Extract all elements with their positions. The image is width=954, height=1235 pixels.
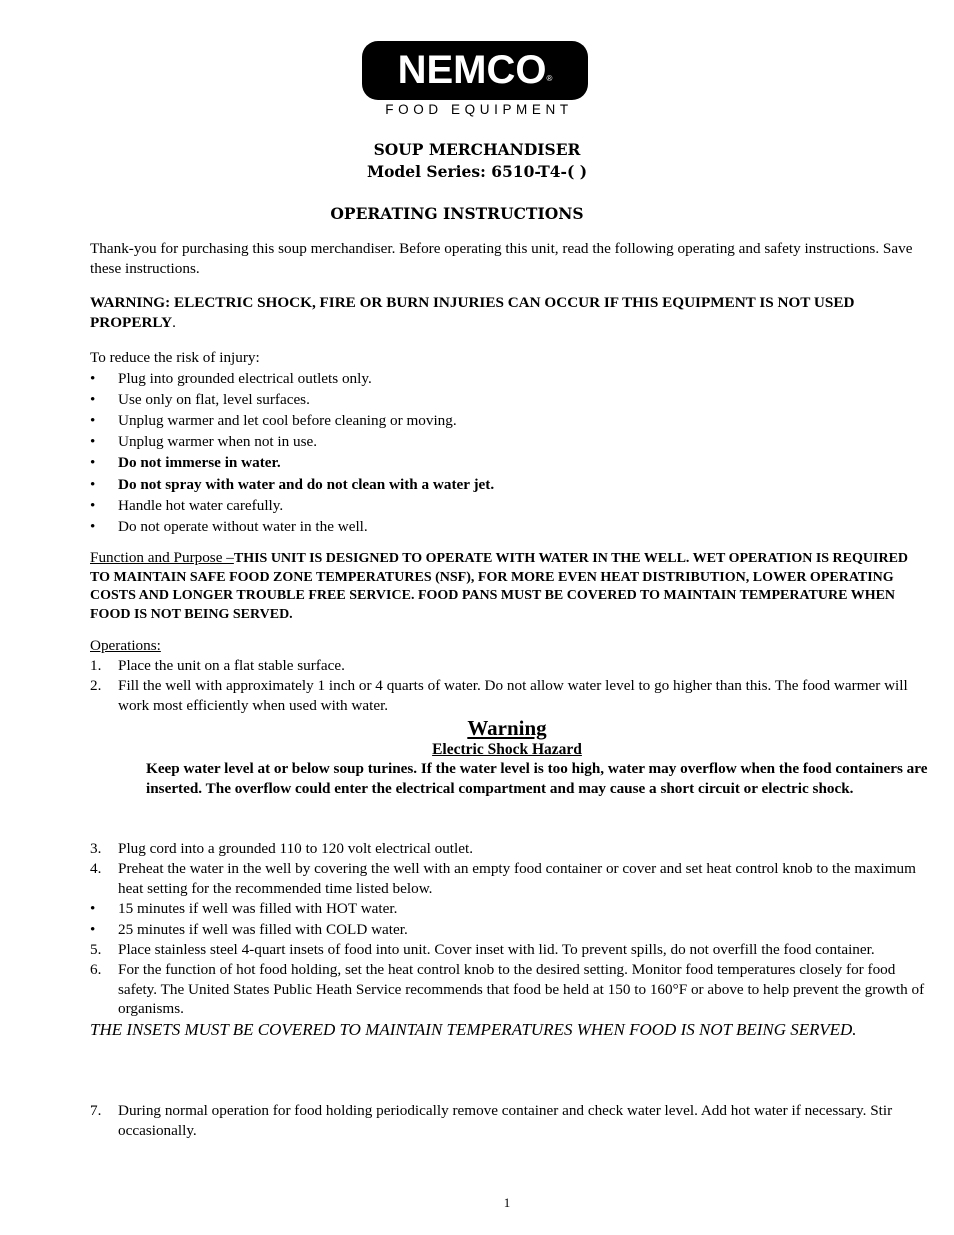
risk-item-text: Unplug warmer and let cool before cleaning or moving. (118, 412, 457, 430)
risk-item-text: Do not immerse in water. (118, 454, 281, 472)
function-text: THIS UNIT IS DESIGNED TO OPERATE WITH WATER IN THE WELL. WET OPERATION IS REQUIRED TO MAINTAIN SAFE FOOD ZONE TEMPERATURES (NSF), FOR MORE EVEN HEAT DISTRIBUTION, LOWER OPERATING COSTS AND LONGER TROUBLE FREE SERVICE. FOOD PANS MUST BE COVERED TO MAINTAIN TEMPERATURE WHEN FOOD IS NOT BEING SERVED. (90, 551, 909, 622)
insets-covered-note: THE INSETS MUST BE COVERED TO MAINTAIN TEMPERATURES WHEN FOOD IS NOT BEING SERVED. (90, 1020, 857, 1040)
bullet-marker: • (90, 454, 96, 472)
risk-intro: To reduce the risk of injury: (90, 349, 260, 366)
risk-item (90, 495, 930, 516)
bullet-marker: • (90, 517, 96, 535)
main-warning-text: WARNING: ELECTRIC SHOCK, FIRE OR BURN INJURIES CAN OCCUR IF THIS EQUIPMENT IS NOT USED PROPERLY (90, 294, 855, 331)
risk-item-text: Do not spray with water and do not clean with a water jet. (118, 475, 495, 493)
risk-item (90, 516, 930, 537)
bullet-marker: • (90, 475, 96, 493)
risk-item-text: Do not operate without water in the well. (118, 517, 368, 535)
intro-text: Thank-you for purchasing this soup merchandiser. Before operating this unit, read the following operating and safety instructions. Save these instructions. (90, 240, 913, 277)
preheat-cold-bullet: • 25 minutes if well was filled with COLD water. (90, 921, 408, 939)
doc-heading: OPERATING INSTRUCTIONS (330, 204, 584, 223)
risk-item (90, 389, 930, 410)
operations-label: Operations: (90, 637, 161, 654)
step-6: 6. For the function of hot food holding, set the heat control knob to the desired setting. Monitor food temperatures closely for food safety. The United States Public Heath Service recommends that food be held at 150 to 160°F or above to help prevent the growth of organisms. (90, 960, 925, 1018)
risk-item (90, 431, 930, 452)
step-2: 2. Fill the well with approximately 1 inch or 4 quarts of water. Do not allow water level to go higher than this. The food warmer will work most efficiently when used with water. (90, 677, 908, 714)
risk-item (90, 452, 930, 473)
shock-warning-body: Keep water level at or below soup turines. If the water level is too high, water may overflow when the food containers are inserted. The overflow could enter the electrical compartment and may cause a short circuit or electric shock. (146, 760, 928, 797)
risk-section (90, 347, 930, 537)
doc-title-line2: Model Series: 6510-T4-( ) (366, 162, 588, 181)
logo-tagline: FOOD EQUIPMENT (385, 102, 573, 117)
step-1: 1. Place the unit on a flat stable surface. (90, 657, 345, 674)
risk-item-text: Handle hot water carefully. (118, 496, 284, 514)
risk-item-text: Unplug warmer when not in use. (118, 433, 318, 451)
risk-item (90, 368, 930, 389)
logo-registered-mark: ® (546, 74, 553, 83)
step-5: 5. Place stainless steel 4-quart insets of food into unit. Cover inset with lid. To prevent spills, do not overfill the food container. (90, 940, 875, 958)
operations-section (90, 636, 930, 799)
risk-list (90, 368, 930, 537)
bullet-marker: • (90, 370, 96, 388)
logo-badge (362, 41, 588, 100)
bullet-marker: • (90, 412, 96, 430)
function-label: Function and Purpose – (90, 549, 234, 566)
function-section (90, 549, 930, 624)
risk-item-text: Plug into grounded electrical outlets only. (118, 370, 372, 388)
step-7: 7. During normal operation for food holding periodically remove container and check water level. Add hot water if necessary. Stir occasionally. (90, 1102, 893, 1139)
bullet-marker: • (90, 391, 96, 409)
main-warning: WARNING: ELECTRIC SHOCK, FIRE OR BURN INJURIES CAN OCCUR IF THIS EQUIPMENT IS NOT USED PROPERLY. (90, 294, 855, 331)
bullet-marker: • (90, 433, 96, 451)
doc-title-line1: SOUP MERCHANDISER (373, 140, 581, 159)
operations-final (90, 1101, 930, 1141)
operations-continued (90, 839, 930, 1040)
risk-item (90, 410, 930, 431)
logo-brand: NEMCO (397, 48, 547, 92)
intro-paragraph (90, 239, 930, 279)
shock-warning-subtitle: Electric Shock Hazard (432, 741, 582, 758)
logo (0, 41, 954, 117)
page-number: 1 (503, 1195, 511, 1210)
risk-item-text: Use only on flat, level surfaces. (118, 391, 310, 409)
step-4: 4. Preheat the water in the well by covering the well with an empty food container or cover and set heat control knob to the maximum heat setting for the recommended time listed below. (90, 859, 916, 897)
shock-warning-title: Warning (467, 716, 547, 740)
risk-item (90, 474, 930, 495)
step-3: 3. Plug cord into a grounded 110 to 120 volt electrical outlet. (90, 840, 473, 857)
preheat-hot-bullet: • 15 minutes if well was filled with HOT water. (90, 900, 398, 918)
bullet-marker: • (90, 496, 96, 514)
